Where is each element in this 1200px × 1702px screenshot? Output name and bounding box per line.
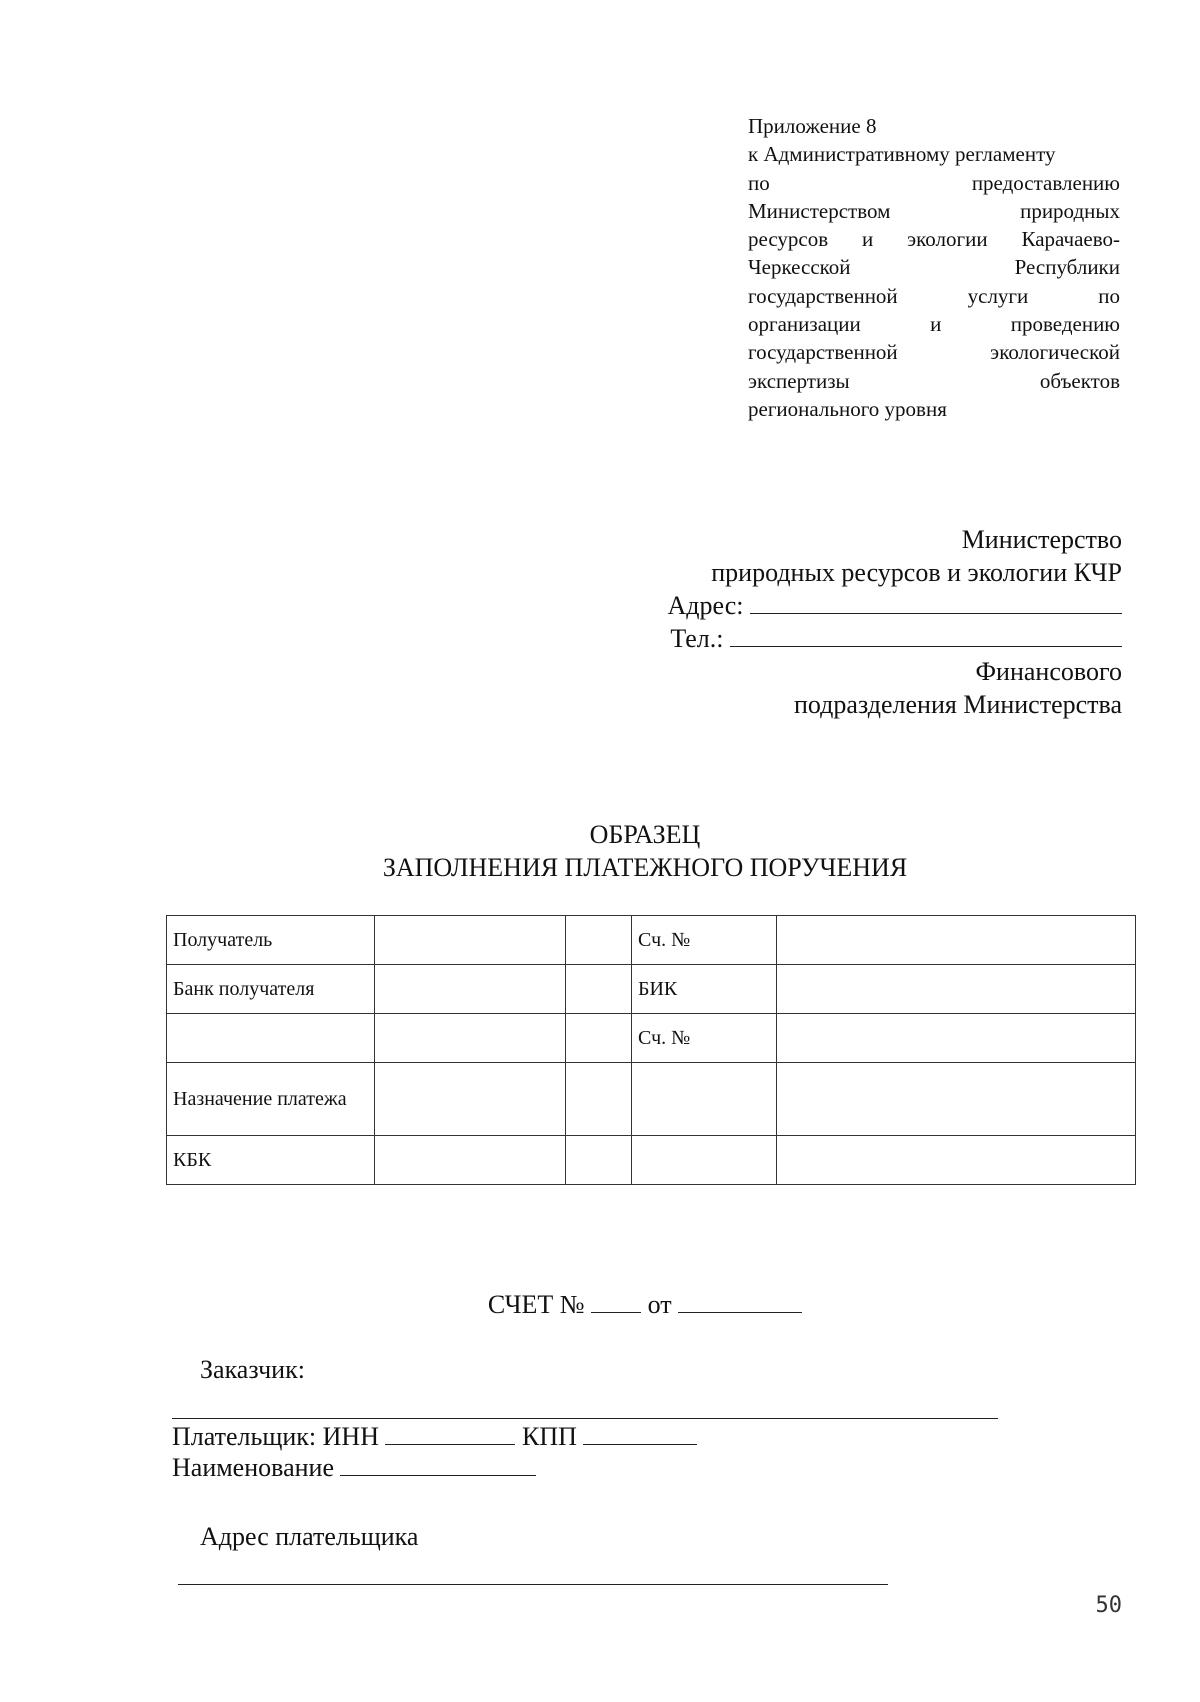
title-line-1: ОБРАЗЕЦ [589,820,701,849]
ministry-recipient-block [668,523,1122,721]
appendix-line: государственной экологической [748,340,1120,365]
appendix-line: регионального уровня [748,396,947,421]
table-row [167,1014,1136,1063]
inn-blank [385,1422,515,1445]
customer-label: Заказчик: [200,1355,305,1384]
row-value-cell [375,1063,566,1136]
appendix-line: по предоставлению [748,170,1120,195]
appendix-line: Министерством природных [748,198,1120,223]
table-row [167,1063,1136,1136]
phone-label: Тел.: [670,624,724,653]
appendix-line: Черкесской Республики [748,255,1120,280]
customer-line [172,1418,998,1419]
row-field-label: Сч. № [632,1014,777,1063]
row-field-value [777,1136,1136,1185]
ministry-line-1: Министерство [961,525,1122,554]
ministry-line-6: подразделения Министерства [794,690,1122,719]
row-spacer-cell [566,916,632,965]
row-value-cell [375,965,566,1014]
row-label: Назначение платежа [167,1063,375,1136]
payer-address-label: Адрес плательщика [200,1522,419,1551]
row-field-label [632,1136,777,1185]
table-row [167,916,1136,965]
row-spacer-cell [566,965,632,1014]
row-label: Получатель [167,916,375,965]
row-label: Банк получателя [167,965,375,1014]
kpp-label: КПП [521,1422,577,1451]
appendix-line: организации и проведению [748,312,1120,337]
appendix-line: к Административному регламенту [748,142,1056,167]
row-field-label: БИК [632,965,777,1014]
kpp-blank [583,1422,697,1445]
row-value-cell [375,1136,566,1185]
appendix-line: государственной услуги по [748,283,1120,308]
row-label [167,1014,375,1063]
payer-inn-row [172,1422,697,1452]
invoice-label: СЧЕТ № [487,1290,585,1319]
payer-address-line [178,1584,888,1585]
phone-blank [730,624,1122,647]
address-row [668,589,1122,622]
row-value-cell [375,1014,566,1063]
row-spacer-cell [566,1136,632,1185]
address-label: Адрес: [667,591,744,620]
ministry-line-2: природных ресурсов и экологии КЧР [711,558,1122,587]
ministry-line-5: Финансового [975,657,1122,686]
row-field-value [777,965,1136,1014]
appendix-line: Приложение 8 [748,114,877,138]
table-row [167,1136,1136,1185]
row-field-label: Сч. № [632,916,777,965]
payment-order-table [166,915,1136,1185]
row-field-value [777,1014,1136,1063]
row-spacer-cell [566,1063,632,1136]
name-blank [340,1453,536,1476]
appendix-block [748,112,1120,423]
page-number: 50 [1095,1593,1122,1618]
title-line-2: ЗАПОЛНЕНИЯ ПЛАТЕЖНОГО ПОРУЧЕНИЯ [382,853,908,882]
document-title [0,818,1200,884]
name-label: Наименование [172,1453,334,1482]
row-field-label [632,1063,777,1136]
row-field-value [777,1063,1136,1136]
invoice-from: от [647,1290,672,1319]
appendix-line: ресурсов и экологии Карачаево- [748,227,1120,252]
address-blank [750,591,1122,614]
payer-name-row [172,1453,536,1483]
invoice-number-blank [591,1290,641,1313]
invoice-date-blank [678,1290,802,1313]
phone-row [668,622,1122,655]
appendix-line: экспертизы объектов [748,368,1120,393]
row-value-cell [375,916,566,965]
payer-label: Плательщик: ИНН [172,1422,379,1451]
row-spacer-cell [566,1014,632,1063]
table-row [167,965,1136,1014]
invoice-line [0,1290,1200,1320]
row-label: КБК [167,1136,375,1185]
row-field-value [777,916,1136,965]
